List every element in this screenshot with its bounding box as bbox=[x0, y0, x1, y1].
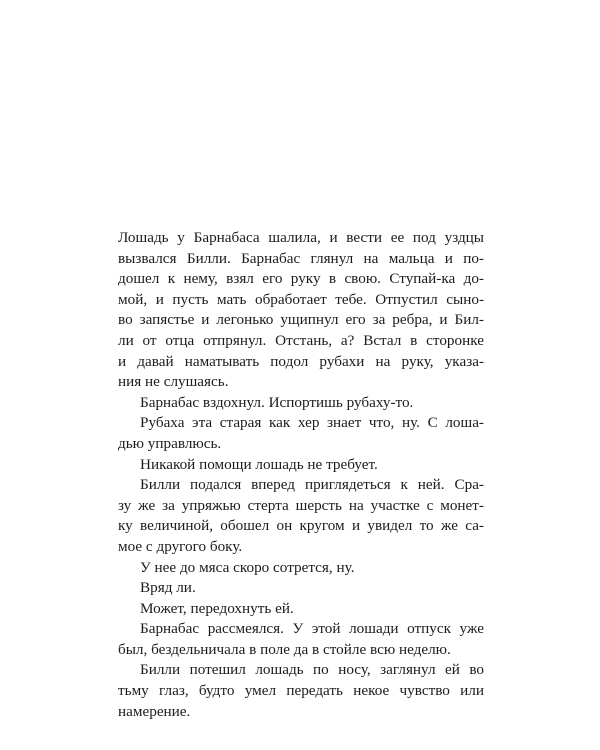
text-line: ли от отца отпрянул. Отстань, а? Встал в сторонке bbox=[118, 331, 484, 349]
paragraph bbox=[118, 578, 484, 599]
text-line: вызвался Билли. Барнабас глянул на мальца и по- bbox=[118, 249, 484, 267]
text-line: Никакой помощи лошадь не требует. bbox=[140, 455, 378, 473]
text-line: зу же за упряжью стерта шерсть на участке с монет- bbox=[118, 496, 484, 514]
text-line: У нее до мяса скоро сотрется, ну. bbox=[140, 558, 355, 576]
text-line: Барнабас рассмеялся. У этой лошади отпуск уже bbox=[140, 620, 484, 638]
paragraph bbox=[118, 660, 484, 722]
paragraph bbox=[118, 599, 484, 620]
text-line: Билли потешил лошадь по носу, заглянул ей во bbox=[140, 661, 484, 679]
text-line: Вряд ли. bbox=[140, 579, 196, 597]
text-line: мое с другого боку. bbox=[118, 537, 243, 555]
paragraph bbox=[118, 619, 484, 660]
text-line: был, бездельничала в поле да в стойле всю неделю. bbox=[118, 640, 451, 658]
text-line: и давай наматывать подол рубахи на руку, указа- bbox=[118, 352, 484, 370]
text-line: мой, и пусть мать обработает тебе. Отпустил сыно- bbox=[118, 290, 484, 308]
text-line: дью управлюсь. bbox=[118, 434, 222, 452]
text-line: во запястье и легонько ущипнул его за ребра, и Бил- bbox=[118, 311, 484, 329]
paragraph bbox=[118, 475, 484, 557]
text-line: Барнабас вздохнул. Испортишь рубаху-то. bbox=[140, 393, 414, 411]
text-line: Билли подался вперед приглядеться к ней. Сра- bbox=[140, 476, 484, 494]
body-text bbox=[118, 228, 484, 722]
text-line: ку величиной, обошел он кругом и увидел то же са- bbox=[118, 517, 484, 535]
paragraph bbox=[118, 455, 484, 476]
paragraph bbox=[118, 413, 484, 454]
text-line: намерение. bbox=[118, 702, 191, 720]
paragraph bbox=[118, 228, 484, 393]
paragraph bbox=[118, 558, 484, 579]
text-line: дошел к нему, взял его руку в свою. Ступай-ка до- bbox=[118, 270, 484, 288]
text-line: тьму глаз, будто умел передать некое чувство или bbox=[118, 682, 484, 700]
text-line: ния не слушаясь. bbox=[118, 373, 229, 391]
text-line: Рубаха эта старая как хер знает что, ну. С лоша- bbox=[140, 414, 484, 432]
paragraph bbox=[118, 393, 484, 414]
text-line: Лошадь у Барнабаса шалила, и вести ее под уздцы bbox=[118, 229, 484, 246]
text-line: Может, передохнуть ей. bbox=[140, 599, 294, 617]
